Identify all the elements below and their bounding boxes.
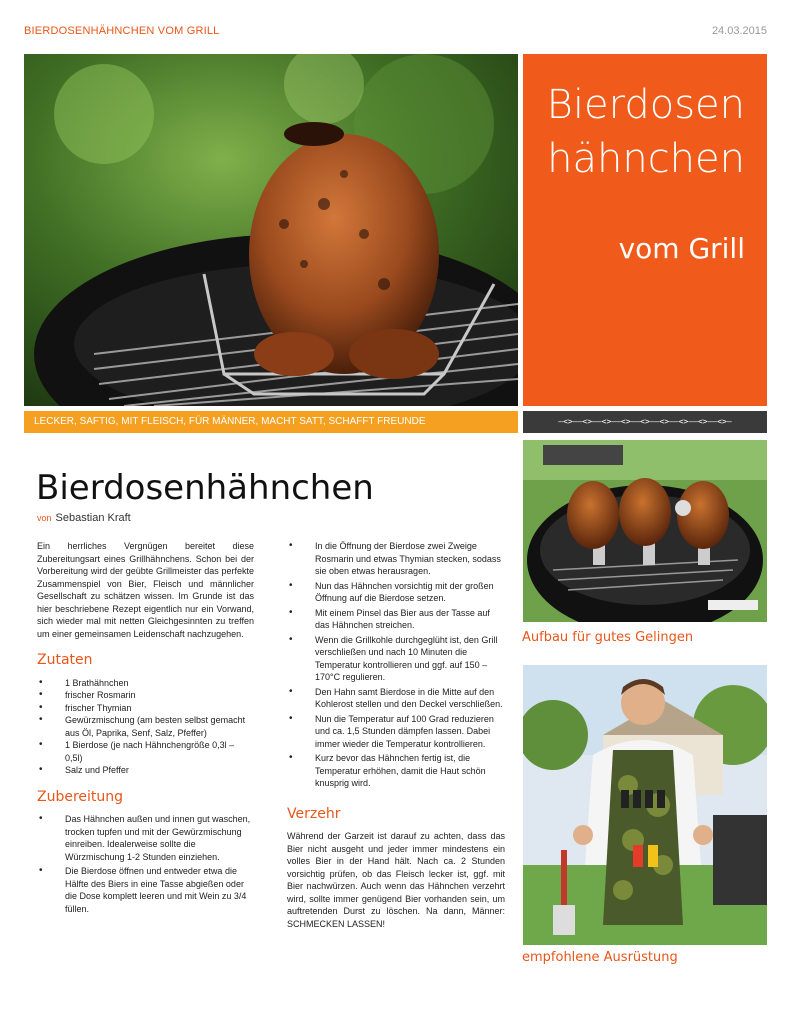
list-item: • frischer Thymian [65, 702, 254, 715]
serving-heading: Verzehr [287, 805, 341, 822]
tagline-bar: LECKER, SAFTIG, MIT FLEISCH, FÜR MÄNNER, MACHT SATT, SCHAFFT FREUNDE [24, 411, 518, 433]
list-item: • Nun das Hähnchen vorsichtig mit der großen Öffnung auf die Bierdose setzen. [315, 580, 505, 605]
byline-label: von [37, 513, 52, 523]
column-left [37, 540, 254, 917]
list-item: • frischer Rosmarin [65, 689, 254, 702]
hero-title-line1: Bierdosen [546, 82, 745, 128]
caption-recommended-equipment: empfohlene Ausrüstung [522, 950, 678, 965]
list-item: • 1 Bierdose (je nach Hähnchengröße 0,3l – 0,5l) [65, 739, 254, 764]
preparation-heading: Zubereitung [37, 788, 124, 805]
photo-recommended-equipment [523, 665, 767, 945]
running-header-date: 24.03.2015 [711, 25, 767, 37]
list-item: • Das Hähnchen außen und innen gut waschen, trocken tupfen und mit der Gewürzmischung einreiben. Idealerweise sollte die Würzmischung 1-2 Stunden einziehen. [65, 813, 254, 863]
list-item: • Mit einem Pinsel das Bier aus der Tasse auf das Hähnchen streichen. [315, 607, 505, 632]
list-item: • Wenn die Grillkohle durchgeglüht ist, den Grill verschließen und nach 10 Minuten die Temperatur kontrollieren und ggf. auf 150 – 170°C regulieren. [315, 634, 505, 684]
title-panel [523, 54, 767, 406]
running-header-title: BIERDOSENHÄHNCHEN VOM GRILL [24, 25, 220, 37]
list-item: • Salz und Pfeffer [65, 764, 254, 777]
list-item: • Gewürzmischung (am besten selbst gemacht aus Öl, Paprika, Senf, Salz, Pfeffer) [65, 714, 254, 739]
preparation-list-part1 [37, 813, 254, 915]
author-name: Sebastian Kraft [55, 512, 131, 524]
list-item: • Den Hahn samt Bierdose in die Mitte auf den Kohlerost stellen und den Deckel verschließen. [315, 686, 505, 711]
hero-title-line2: hähnchen [547, 136, 745, 182]
column-middle [287, 540, 505, 930]
hero-photo-chicken-on-grill [24, 54, 518, 406]
list-item: • Kurz bevor das Hähnchen fertig ist, die Temperatur erhöhen, damit die Haut schön knusprig wird. [315, 752, 505, 790]
intro-paragraph: Ein herrliches Vergnügen bereitet diese Zubereitungsart eines Grillhähnchens. Schon bei der Vorbereitung wird der geübte Grillmeister das perfekte Zusammenspiel von Bier, Fleisch und männlicher Gesellschaft zu schätzen wissen. Im Grunde ist das hier beschriebene Rezept eigentlich nur ein Vorwand, sich wieder mal mit netten Gleichgesinnten zu treffen um einer gemeinsamen Leidenschaft nachzugehen. [37, 541, 254, 639]
list-item: • In die Öffnung der Bierdose zwei Zweige Rosmarin und etwas Thymian stecken, sodass sie oben etwas herausragen. [315, 540, 505, 578]
caption-grill-setup: Aufbau für gutes Gelingen [522, 630, 694, 645]
decorative-bar: –<>––<>––<>––<>––<>––<>––<>––<>––<>– [523, 411, 767, 433]
preparation-list-part2 [287, 540, 505, 790]
article-title: Bierdosenhähnchen [36, 468, 374, 508]
hero-subtitle: vom Grill [618, 232, 745, 265]
serving-paragraph: Während der Garzeit ist darauf zu achten, dass das Bier nicht ausgeht und jeder immer mindestens ein volles Bier in der Hand hält. Nach ca. 2 Stunden vorsichtig prüfen, ob das Fleisch lecker ist, ggf. mit Bier nachwürzen. Auch wenn das Hähnchen verzehrt wird, sollte immer genügend Bier vorhanden sein, um auftretenden Durst zu löschen. Na dann, Männer: SCHMECKEN LASSEN! [287, 831, 505, 929]
ingredients-heading: Zutaten [37, 652, 93, 668]
list-item: • 1 Brathähnchen [65, 677, 254, 690]
list-item: • Die Bierdose öffnen und entweder etwa die Hälfte des Biers in eine Tasse abgießen oder die Dose komplett leeren und mit Wein zu 3/4 füllen. [65, 865, 254, 915]
photo-grill-setup [523, 440, 767, 622]
byline [37, 512, 131, 524]
ingredients-list [37, 677, 254, 777]
hero-title [547, 78, 745, 186]
list-item: • Nun die Temperatur auf 100 Grad reduzieren und ca. 1,5 Stunden dämpfen lassen. Dabei immer wieder die Temperatur kontrollieren. [315, 713, 505, 751]
